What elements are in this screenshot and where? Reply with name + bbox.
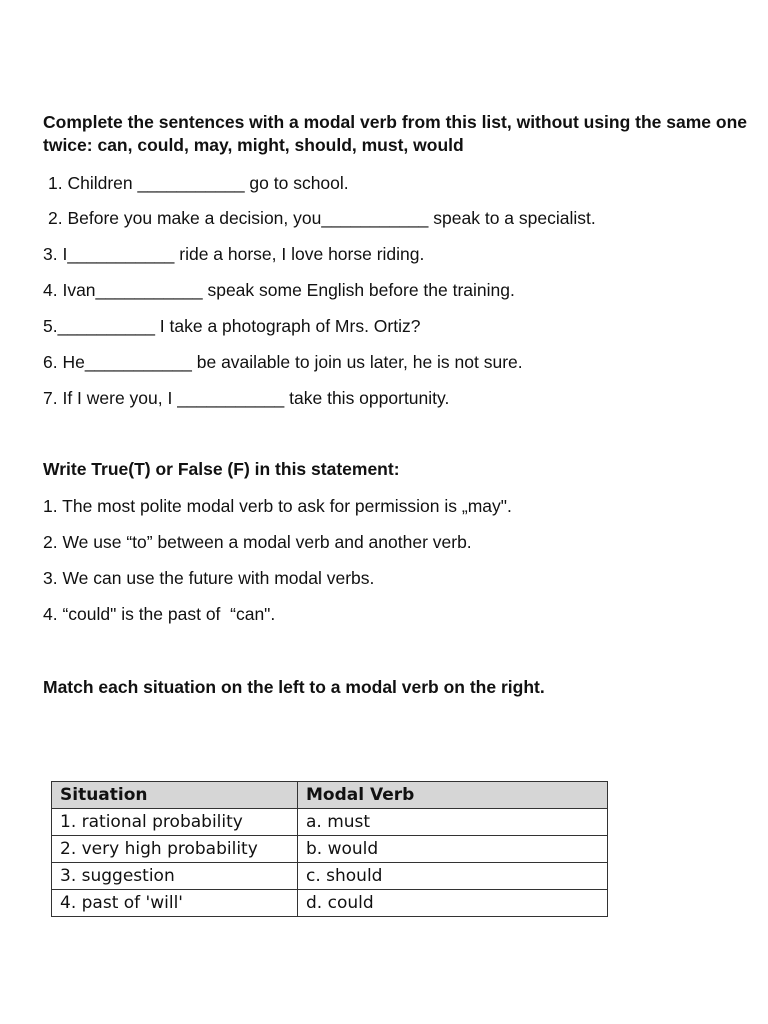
modal-verb-cell: c. should [298, 863, 608, 890]
exercise-1-item-4: 4. Ivan___________ speak some English before the training. [43, 280, 515, 300]
exercise-2-item-1: 1. The most polite modal verb to ask for permission is „may". [43, 496, 512, 516]
situation-cell: 3. suggestion [52, 863, 298, 890]
exercise-2-item-3: 3. We can use the future with modal verbs. [43, 568, 375, 588]
table-row [52, 809, 608, 836]
modal-verb-cell: b. would [298, 836, 608, 863]
exercise-1-item-2: 2. Before you make a decision, you___________ speak to a specialist. [48, 208, 596, 228]
table-header-row [52, 782, 608, 809]
modal-verb-cell: d. could [298, 890, 608, 917]
exercise-1-item-3: 3. I___________ ride a horse, I love horse riding. [43, 244, 425, 264]
situation-cell: 4. past of 'will' [52, 890, 298, 917]
situation-cell: 2. very high probability [52, 836, 298, 863]
exercise-1-heading: Complete the sentences with a modal verb from this list, without using the same one twice: can, could, may, might, should, must, would [43, 112, 748, 155]
modal-verb-cell: a. must [298, 809, 608, 836]
exercise-2-item-4: 4. “could" is the past of “can". [43, 604, 276, 624]
situation-cell: 1. rational probability [52, 809, 298, 836]
exercise-1-item-1: 1. Children ___________ go to school. [48, 173, 349, 193]
exercise-1-item-5: 5.__________ I take a photograph of Mrs. Ortiz? [43, 316, 421, 336]
table-row [52, 836, 608, 863]
matching-table [51, 781, 608, 917]
exercise-1-item-6: 6. He___________ be available to join us later, he is not sure. [43, 352, 523, 372]
exercise-2-item-2: 2. We use “to” between a modal verb and another verb. [43, 532, 472, 552]
table-row [52, 863, 608, 890]
exercise-2-heading: Write True(T) or False (F) in this statement: [43, 459, 400, 479]
situation-column-header: Situation [52, 782, 298, 809]
exercise-3-heading: Match each situation on the left to a modal verb on the right. [43, 677, 545, 697]
exercise-1-item-7: 7. If I were you, I ___________ take this opportunity. [43, 388, 450, 408]
modal-verb-column-header: Modal Verb [298, 782, 608, 809]
table-row [52, 890, 608, 917]
